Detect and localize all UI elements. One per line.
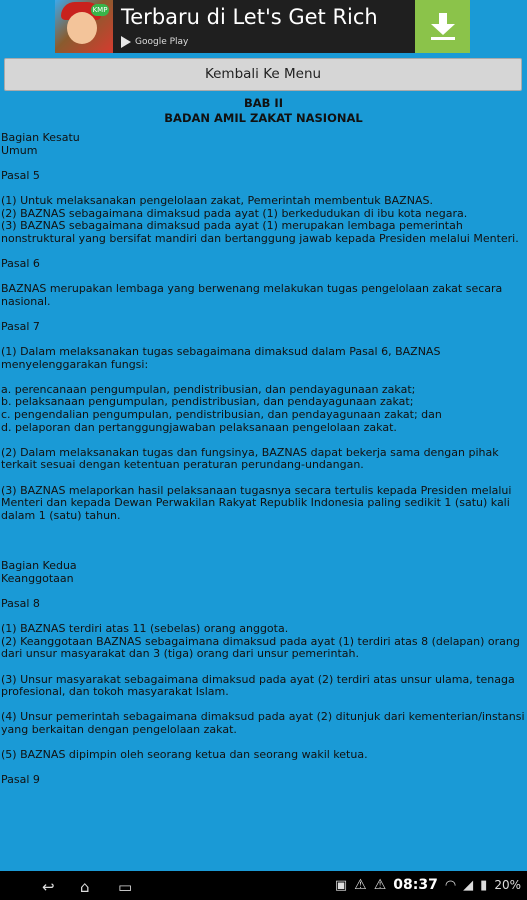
back-icon[interactable]: ↩ [42,878,55,896]
download-icon [431,13,455,41]
blank-line [1,522,526,535]
document-line: Bagian Kedua [1,560,77,573]
blank-line [1,585,526,598]
blank-line [1,245,526,258]
ad-app-thumbnail[interactable] [55,0,113,53]
document-line: dari unsur masyarakat dan 3 (tiga) orang dari unsur pemerintah. [1,648,359,661]
document-line: (1) Untuk melaksanakan pengelolaan zakat, Pemerintah membentuk BAZNAS. [1,194,433,207]
document-line: Menteri dan kepada Dewan Perwakilan Rakyat Republik Indonesia paling sedikit 1 (satu) kali [1,497,510,510]
ad-banner [0,0,527,56]
document-line: (3) BAZNAS melaporkan hasil pelaksanaan tugasnya secara tertulis kepada Presiden melalui [1,484,512,497]
ad-card[interactable] [55,0,470,53]
warning-icon: ⚠ [354,877,367,893]
document-line: menyelenggarakan fungsi: [1,358,149,371]
document-line: (3) BAZNAS sebagaimana dimaksud pada ayat (1) merupakan lembaga pemerintah [1,220,463,233]
ad-store-text: Google Play [135,37,189,47]
blank-line [1,737,526,750]
document-line: yang berkaitan dengan pengelolaan zakat. [1,723,237,736]
blank-line [1,434,526,447]
signal-icon: ◢ [463,877,474,893]
document-line: nonstruktural yang bersifat mandiri dan bertanggung jawab kepada Presiden melalui Menteri. [1,232,519,245]
blank-line [1,535,526,548]
chapter-number: BAB II [244,96,283,110]
document-line: (2) BAZNAS sebagaimana dimaksud pada ayat (1) berkedudukan di ibu kota negara. [1,207,468,220]
document-line: Pasal 6 [1,257,40,270]
document-line: c. pengendalian pengumpulan, pendistribusian, dan pendayagunaan zakat; dan [1,409,442,422]
document-line: d. pelaporan dan pertanggungjawaban pelaksanaan pengelolaan zakat. [1,421,397,434]
ad-title[interactable]: Terbaru di Let's Get Rich [121,5,378,29]
ad-character-face [67,12,97,44]
home-icon[interactable]: ⌂ [80,878,90,896]
blank-line [1,699,526,712]
recent-apps-icon[interactable]: ▭ [118,878,133,896]
document-line: a. perencanaan pengumpulan, pendistribusian, dan pendayagunaan zakat; [1,383,416,396]
clock: 08:37 [393,877,438,893]
document-line: (4) Unsur pemerintah sebagaimana dimaksud pada ayat (2) ditunjuk dari kementerian/instansi [1,711,525,724]
document-line: Pasal 5 [1,169,40,182]
document-line: (2) Dalam melaksanakan tugas dan fungsinya, BAZNAS dapat bekerja sama dengan pihak [1,446,499,459]
document-line: (1) BAZNAS terdiri atas 11 (sebelas) orang anggota. [1,623,289,636]
blank-line [1,334,526,347]
document-line: (3) Unsur masyarakat sebagaimana dimaksud pada ayat (2) terdiri atas unsur ulama, tenaga [1,673,515,686]
document-line: b. pelaksanaan pengumpulan, pendistribusian, dan pendayagunaan zakat; [1,396,414,409]
document-line: (1) Dalam melaksanakan tugas sebagaimana dimaksud dalam Pasal 6, BAZNAS [1,346,441,359]
blank-line [1,472,526,485]
blank-line [1,157,526,170]
ad-download-button[interactable] [415,0,470,53]
document-line: Pasal 7 [1,320,40,333]
ad-badge: KMP [92,6,108,14]
document-content [1,96,526,787]
blank-line [1,371,526,384]
document-line: Pasal 9 [1,774,40,787]
battery-level: 20% [494,878,521,892]
blank-line [1,548,526,561]
alert-icon: ⚠ [373,877,387,893]
document-line: Umum [1,144,38,157]
wifi-icon: ◠ [444,877,457,893]
blank-line [1,762,526,775]
blank-line [1,271,526,284]
ad-store-label [121,36,188,48]
system-nav-bar [0,871,527,900]
document-line: Keanggotaan [1,572,74,585]
document-line: dalam 1 (satu) tahun. [1,509,121,522]
document-line: (5) BAZNAS dipimpin oleh seorang ketua dan seorang wakil ketua. [1,749,368,762]
document-line: (2) Keanggotaan BAZNAS sebagaimana dimaksud pada ayat (1) terdiri atas 8 (delapan) orang [1,635,520,648]
document-line: terkait sesuai dengan ketentuan peraturan perundang-undangan. [1,459,364,472]
document-body [1,132,526,787]
blank-line [1,661,526,674]
blank-line [1,308,526,321]
document-line: Bagian Kesatu [1,132,80,144]
document-line: BAZNAS merupakan lembaga yang berwenang melakukan tugas pengelolaan zakat secara [1,283,503,296]
blank-line [1,182,526,195]
document-line: Pasal 8 [1,597,40,610]
battery-icon: ▮ [480,877,488,893]
google-play-icon [121,36,131,48]
chapter-title: BADAN AMIL ZAKAT NASIONAL [164,111,363,125]
blank-line [1,611,526,624]
status-area [335,877,521,893]
image-notification-icon: ▣ [334,877,348,893]
back-to-menu-button[interactable]: Kembali Ke Menu [4,58,522,91]
document-line: nasional. [1,295,51,308]
document-line: profesional, dan tokoh masyarakat Islam. [1,686,229,699]
